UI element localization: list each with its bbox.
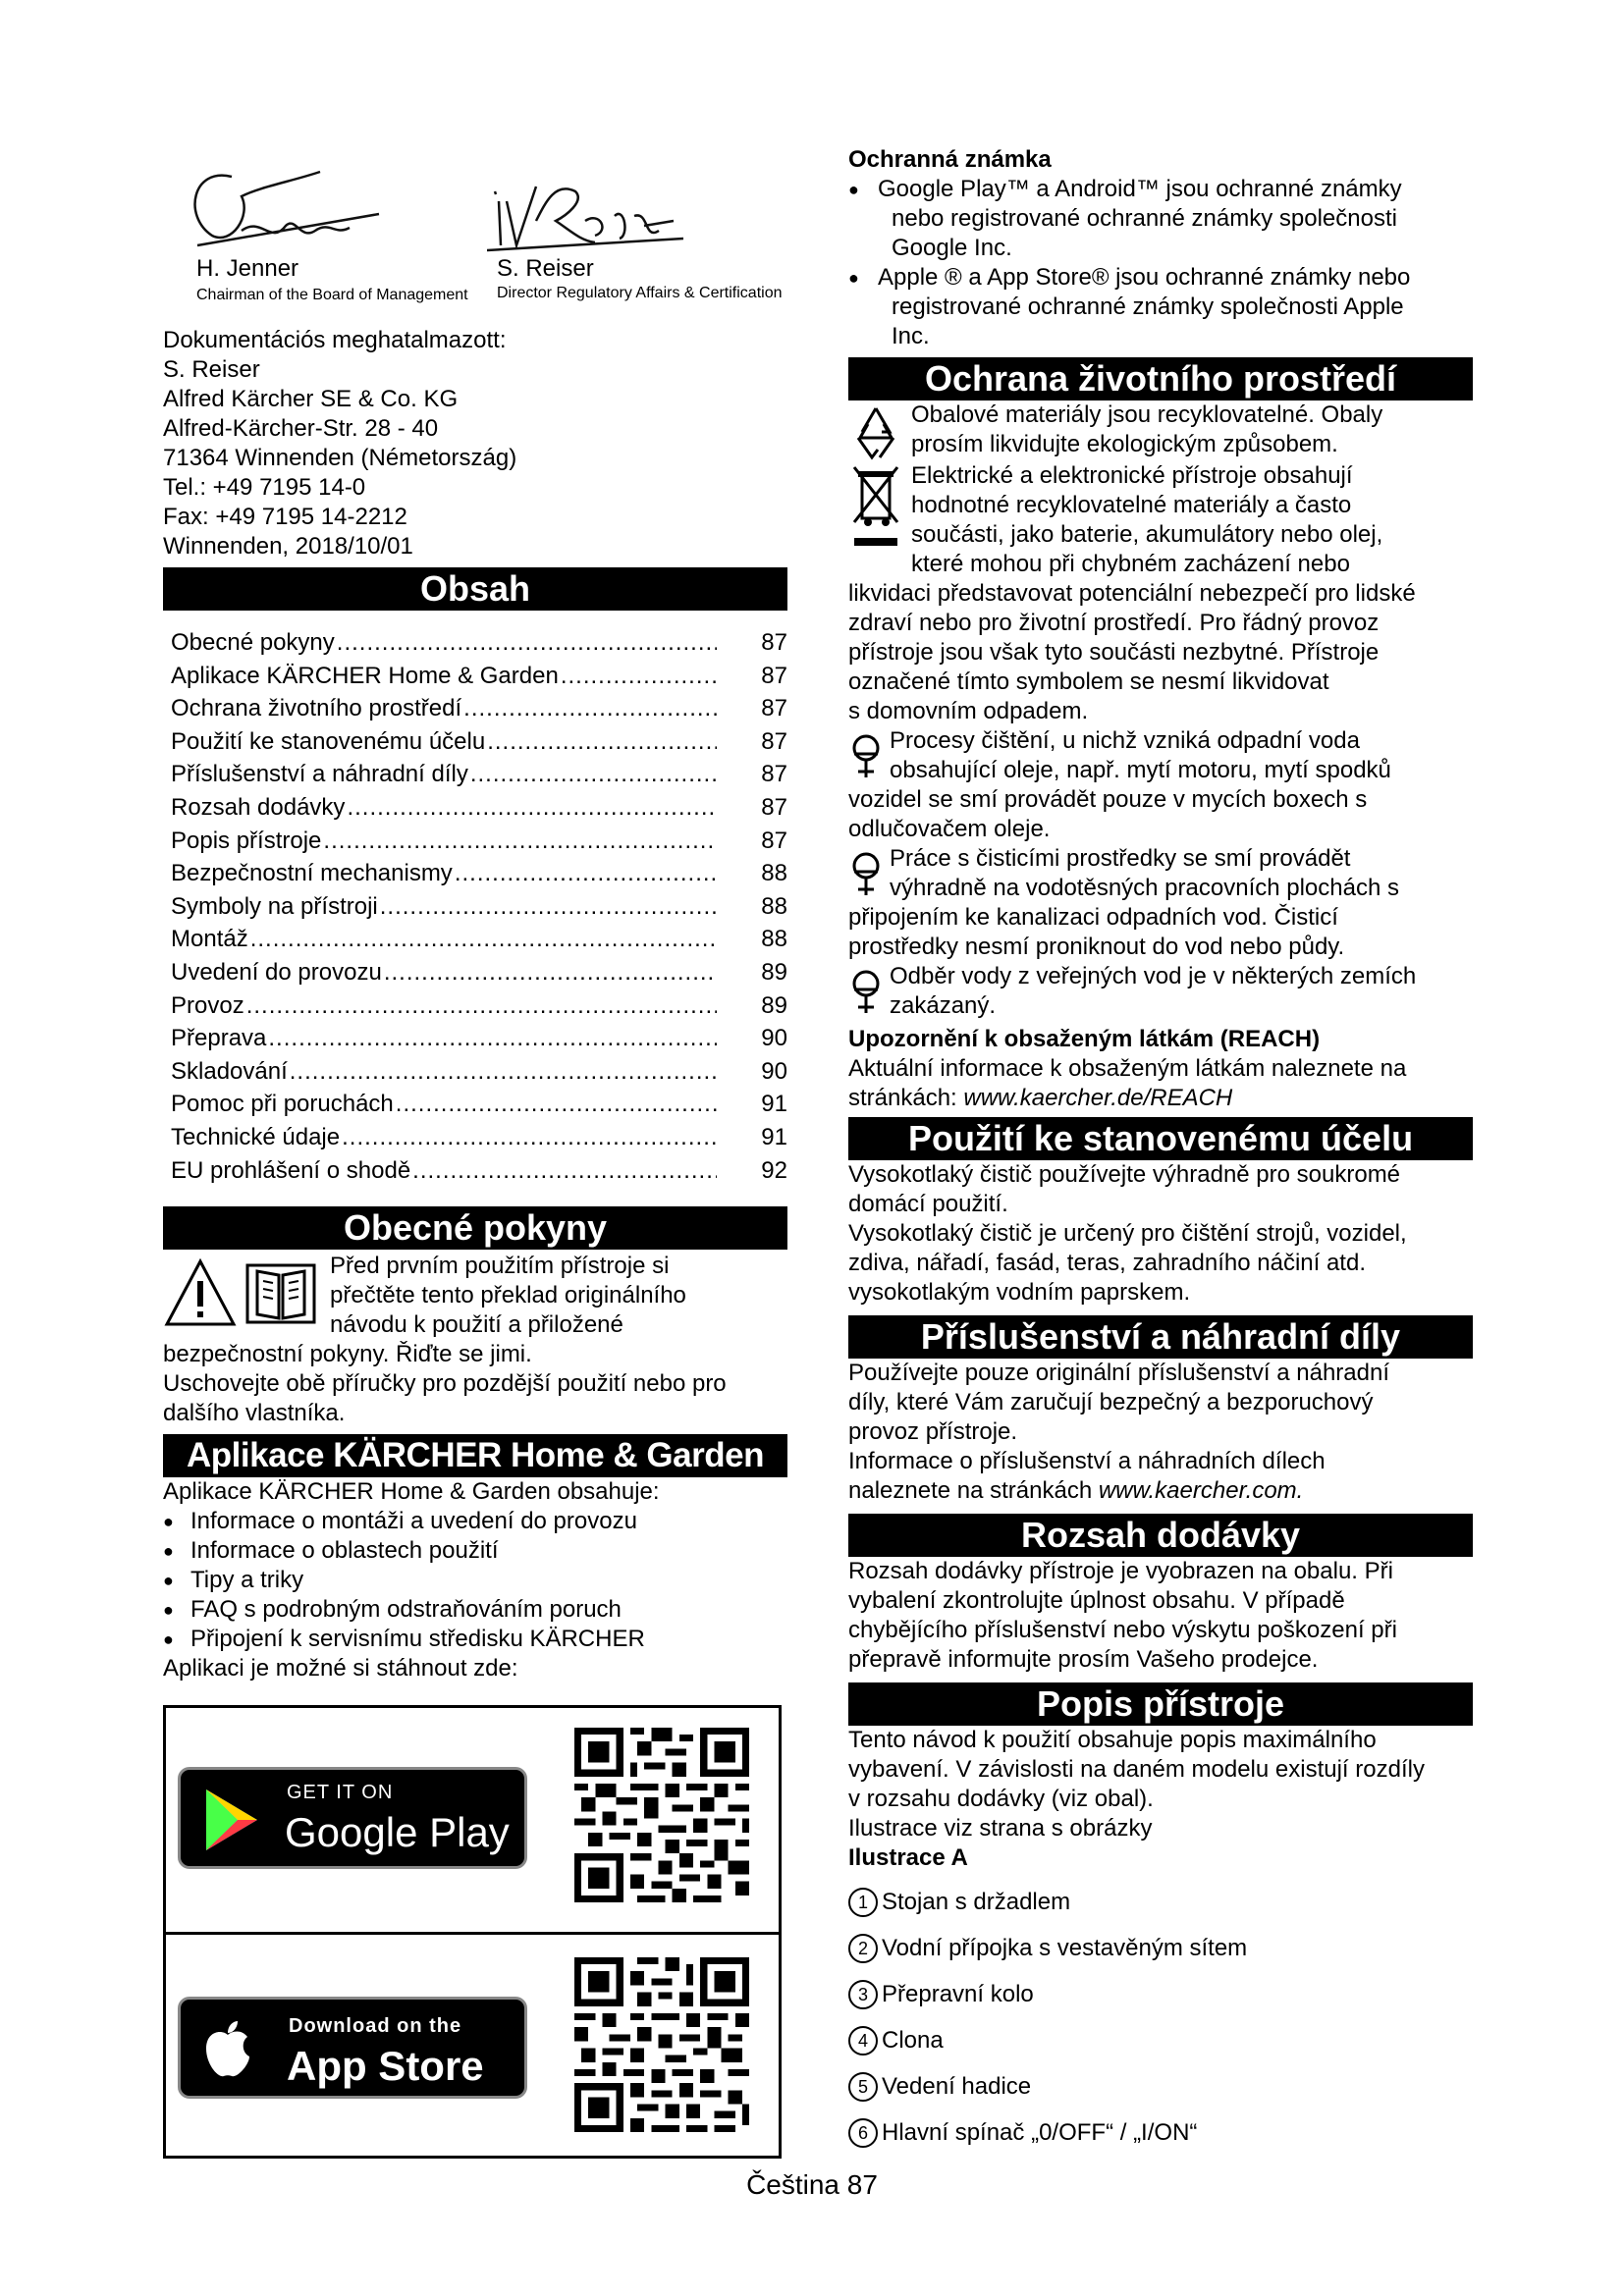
general-text: bezpečnostní pokyny. Řiďte se jimi. [163,1341,532,1368]
environment-text: připojením ke kanalizaci odpadních vod. Čisticí [848,904,1338,931]
description-heading: Popis přístroje [848,1682,1473,1726]
address-line: Alfred-Kärcher-Str. 28 - 40 [163,415,439,442]
toc-entry-label: Skladování [171,1057,288,1085]
toc-entry-page: 87 [761,761,787,788]
toc-entry[interactable] [163,725,787,759]
general-text: dalšího vlastníka. [163,1400,346,1427]
intended-use-text: domácí použití. [848,1191,1008,1217]
weee-block [848,461,1473,579]
toc-entry-label: Použití ke stanovenému účelu [171,727,486,755]
toc-entry-page: 87 [761,662,787,689]
app-store-big: App Store [287,2043,484,2090]
accessories-text: díly, které Vám zaručují bezpečný a bezporuchový [848,1389,1374,1415]
scope-text: vybalení zkontrolujte úplnost obsahu. V případě [848,1587,1345,1614]
scope-text: přepravě informujte prosím Vašeho prodejce. [848,1646,1319,1673]
environment-text: součásti, jako baterie, akumulátory nebo olej, [911,521,1383,548]
apple-logo-icon [202,2019,253,2080]
environment-text: Procesy čištění, u nichž vzniká odpadní voda [890,727,1360,754]
detergent-block [848,844,1473,903]
environment-text: likvidaci představovat potenciální nebezpečí pro lidské [848,580,1416,607]
crossed-bin-icon [848,463,903,552]
google-play-big: Google Play [285,1809,510,1856]
reach-text-line [848,1084,1473,1113]
toc-entry-label: Provoz [171,991,244,1019]
toc-entry-page: 90 [761,1057,787,1085]
list-item: ● Tipy a triky [163,1566,787,1595]
toc-entry[interactable] [163,660,787,693]
accessories-text: Používejte pouze originální příslušenství a náhradní [848,1360,1390,1386]
list-item: ● FAQ s podrobným odstraňováním poruch [163,1595,787,1625]
toc-entry-label: Aplikace KÄRCHER Home & Garden [171,662,559,689]
toc-entry-page: 87 [761,793,787,821]
trademark-line: Google Inc. [892,235,1012,261]
toc-entry[interactable] [163,1022,787,1055]
environment-text: které mohou při chybném zacházení nebo [911,551,1350,577]
recycling-icon [848,402,903,461]
environment-text: přístroje jsou však tyto součásti nezbytné. Přístroje [848,639,1380,666]
toc-entry-page: 88 [761,860,787,887]
general-text: návodu k použití a přiložené [330,1311,623,1339]
toc-entry-page: 91 [761,1123,787,1150]
address-line: Tel.: +49 7195 14-0 [163,474,366,501]
toc-entry-label: Obecné pokyny [171,629,335,656]
reach-text: Aktuální informace k obsaženým látkám naleznete na [848,1055,1407,1082]
toc-entry[interactable] [163,1154,787,1188]
toc-entry[interactable] [163,626,787,660]
toc-entry[interactable] [163,956,787,989]
trademark-list [848,175,1473,351]
trademark-line: registrované ochranné známky společnosti Apple [892,294,1404,320]
toc-entry[interactable] [163,791,787,825]
part-number: 2 [848,1934,878,1963]
part-item [848,1971,1473,2017]
environment-text: Obalové materiály jsou recyklovatelné. Obaly [911,401,1383,428]
signature-reiser-image [487,162,683,255]
toc-entry-label: Bezpečnostní mechanismy [171,860,453,887]
left-column [163,0,787,2159]
trademark-line: Inc. [892,323,930,349]
signature-left-name: H. Jenner [196,255,299,282]
toc-entry-page: 91 [761,1091,787,1118]
app-download-text: Aplikaci je možné si stáhnout zde: [163,1655,518,1682]
environment-text: Odběr vody z veřejných vod je v některých zemích [890,963,1417,989]
environment-text: označené tímto symbolem se nesmí likvidovat [848,668,1329,695]
scope-text: Rozsah dodávky přístroje je vyobrazen na obalu. Při [848,1558,1393,1584]
signature-jenner-image [173,157,399,255]
recycle-block [848,400,1473,461]
intended-use-text: Vysokotlaký čistič používejte výhradně pro soukromé [848,1161,1401,1188]
list-item: ● Připojení k servisnímu středisku KÄRCHER [163,1625,787,1654]
toc-entry-label: Přeprava [171,1025,267,1052]
intended-use-text: vysokotlakým vodním paprskem. [848,1279,1191,1306]
toc-entry-label: Příslušenství a náhradní díly [171,761,468,788]
toc-entry-page: 88 [761,926,787,953]
intended-use-heading: Použití ke stanovenému účelu [848,1117,1473,1160]
part-item [848,2063,1473,2109]
toc-entry[interactable] [163,1055,787,1089]
part-number: 4 [848,2026,878,2056]
environment-text: vozidel se smí provádět pouze v mycích boxech s [848,786,1368,813]
part-item [848,2109,1473,2156]
address-line: Dokumentációs meghatalmazott: [163,327,507,353]
general-text: Uschovejte obě příručky pro pozdější použití nebo pro [163,1370,727,1398]
part-label: Hlavní spínač „0/OFF“ / „I/ON“ [882,2118,1198,2146]
signature-left-title: Chairman of the Board of Management [196,287,468,303]
toc-entry-page: 87 [761,629,787,656]
toc-entry[interactable] [163,825,787,858]
water-protection-icon [848,968,884,1017]
app-intro: Aplikace KÄRCHER Home & Garden obsahuje: [163,1478,660,1506]
toc-entry-page: 92 [761,1156,787,1184]
accessories-heading: Příslušenství a náhradní díly [848,1315,1473,1359]
google-play-badge[interactable] [178,1767,527,1869]
toc-entry[interactable] [163,923,787,956]
signature-right-title: Director Regulatory Affairs & Certification [497,285,783,301]
description-text: Tento návod k použití obsahuje popis maximálního [848,1727,1377,1753]
scope-text: chybějícího příslušenství nebo výskytu poškození při [848,1617,1397,1643]
trademark-line: ● Google Play™ a Android™ jsou ochranné známky [878,176,1402,202]
general-heading: Obecné pokyny [163,1206,787,1250]
toc-entry-label: Pomoc při poruchách [171,1091,394,1118]
toc-entry-label: Uvedení do provozu [171,958,382,986]
part-number: 6 [848,2118,878,2148]
reach-heading: Upozornění k obsaženým látkám (REACH) [848,1026,1321,1052]
reach-link[interactable]: www.kaercher.de/REACH [963,1085,1233,1111]
part-item [848,1925,1473,1971]
environment-text: odlučovačem oleje. [848,816,1051,842]
environment-text: Elektrické a elektronické přístroje obsahují [911,462,1353,489]
environment-heading: Ochrana životního prostředí [848,357,1473,400]
signature-right-name: S. Reiser [497,255,594,282]
toc-entry-label: Ochrana životního prostředí [171,695,462,722]
list-item: ● Informace o oblastech použití [163,1536,787,1566]
signature-block [163,157,787,314]
list-item: ● Informace o montáži a uvedení do provozu [163,1507,787,1536]
address-line: Winnenden, 2018/10/01 [163,533,413,560]
toc-entry-page: 89 [761,991,787,1019]
environment-text: hodnotné recyklovatelné materiály a často [911,492,1352,518]
google-play-qr-code [574,1728,749,1902]
intended-use-text: zdiva, nářadí, fasád, teras, zahradního náčiní atd. [848,1250,1366,1276]
address-line: Alfred Kärcher SE & Co. KG [163,386,459,412]
accessories-text-line [848,1476,1473,1506]
google-play-small: GET IT ON [287,1782,394,1804]
environment-text: obsahující oleje, např. mytí motoru, mytí spodků [890,757,1391,783]
toc-entry-label: Popis přístroje [171,827,322,854]
trademark-line: ● Apple ® a App Store® jsou ochranné známky nebo [878,264,1411,291]
water-protection-icon [848,732,884,781]
general-text: přečtěte tento překlad originálního [330,1282,686,1309]
toc-entry[interactable] [163,692,787,725]
environment-text: prosím likvidujte ekologickým způsobem. [911,431,1338,457]
environment-text: zakázaný. [890,992,997,1019]
app-store-badge[interactable] [178,1997,527,2099]
list-item [848,263,1473,351]
illustration-title: Ilustrace A [848,1844,968,1871]
page-footer: Čeština 87 [746,2169,878,2200]
toc-entry-page: 87 [761,727,787,755]
toc-entry[interactable] [163,1088,787,1121]
app-feature-list [163,1507,787,1654]
google-play-icon [202,1786,261,1854]
part-label: Clona [882,2026,944,2054]
toc-entry[interactable] [163,758,787,791]
toc-entry-label: Symboly na přístroji [171,892,378,920]
toc-entry[interactable] [163,1121,787,1154]
toc-entry[interactable] [163,890,787,924]
description-text: vybavení. V závislosti na daném modelu existují rozdíly [848,1756,1425,1783]
toc-entry[interactable] [163,857,787,890]
part-label: Vedení hadice [882,2072,1032,2100]
address-line: 71364 Winnenden (Németország) [163,445,517,471]
manual-book-icon [244,1257,318,1328]
toc-entry-label: Rozsah dodávky [171,793,346,821]
description-text: v rozsahu dodávky (viz obal). [848,1786,1154,1812]
part-label: Vodní přípojka s vestavěným sítem [882,1934,1248,1961]
toc-heading: Obsah [163,567,787,611]
app-heading: Aplikace KÄRCHER Home & Garden [163,1434,787,1477]
toc-entry-page: 88 [761,892,787,920]
reach-prefix: stránkách: [848,1085,964,1111]
toc-list [163,626,787,1187]
parts-list [848,1879,1473,2156]
part-number: 1 [848,1888,878,1917]
part-item [848,2017,1473,2063]
app-store-small: Download on the [289,2015,462,2038]
water-protection-icon [848,850,884,899]
intended-use-text: Vysokotlaký čistič je určený pro čištění strojů, vozidel, [848,1220,1407,1247]
part-number: 5 [848,2072,878,2102]
environment-text: Práce s čisticími prostředky se smí provádět [890,845,1351,872]
toc-entry-page: 87 [761,695,787,722]
general-text: Před prvním použitím přístroje si [330,1253,670,1280]
address-line: S. Reiser [163,356,260,383]
wastewater-block [848,726,1473,785]
environment-text: s domovním odpadem. [848,698,1089,724]
accessories-prefix: naleznete na stránkách [848,1477,1099,1504]
address-line: Fax: +49 7195 14-2212 [163,504,407,530]
general-icon-block [163,1252,787,1340]
part-label: Přepravní kolo [882,1980,1034,2007]
part-item [848,1879,1473,1925]
list-item [848,175,1473,263]
toc-entry-page: 89 [761,958,787,986]
part-number: 3 [848,1980,878,2009]
public-water-block [848,962,1473,1021]
trademark-heading: Ochranná známka [848,146,1052,173]
address-block [163,326,787,561]
right-column [848,0,1473,2156]
environment-text: zdraví nebo pro životní prostředí. Pro řádný provoz [848,610,1380,636]
scope-heading: Rozsah dodávky [848,1514,1473,1557]
app-store-qr-code [574,1957,749,2132]
part-label: Stojan s držadlem [882,1888,1071,1915]
app-store-box [163,1705,782,2159]
accessories-text: Informace o příslušenství a náhradních dílech [848,1448,1326,1474]
toc-entry-label: EU prohlášení o shodě [171,1156,411,1184]
accessories-link[interactable]: www.kaercher.com. [1098,1477,1304,1504]
environment-text: výhradně na vodotěsných pracovních plochách s [890,875,1399,901]
toc-entry-label: Montáž [171,926,248,953]
toc-entry-page: 90 [761,1025,787,1052]
toc-entry-label: Technické údaje [171,1123,341,1150]
environment-text: prostředky nesmí proniknout do vod nebo půdy. [848,934,1345,960]
toc-entry-page: 87 [761,827,787,854]
warning-icon [163,1257,238,1328]
trademark-line: nebo registrované ochranné známky společnosti [892,205,1397,232]
description-text: Ilustrace viz strana s obrázky [848,1815,1153,1842]
accessories-text: provoz přístroje. [848,1418,1018,1445]
toc-entry[interactable] [163,989,787,1023]
